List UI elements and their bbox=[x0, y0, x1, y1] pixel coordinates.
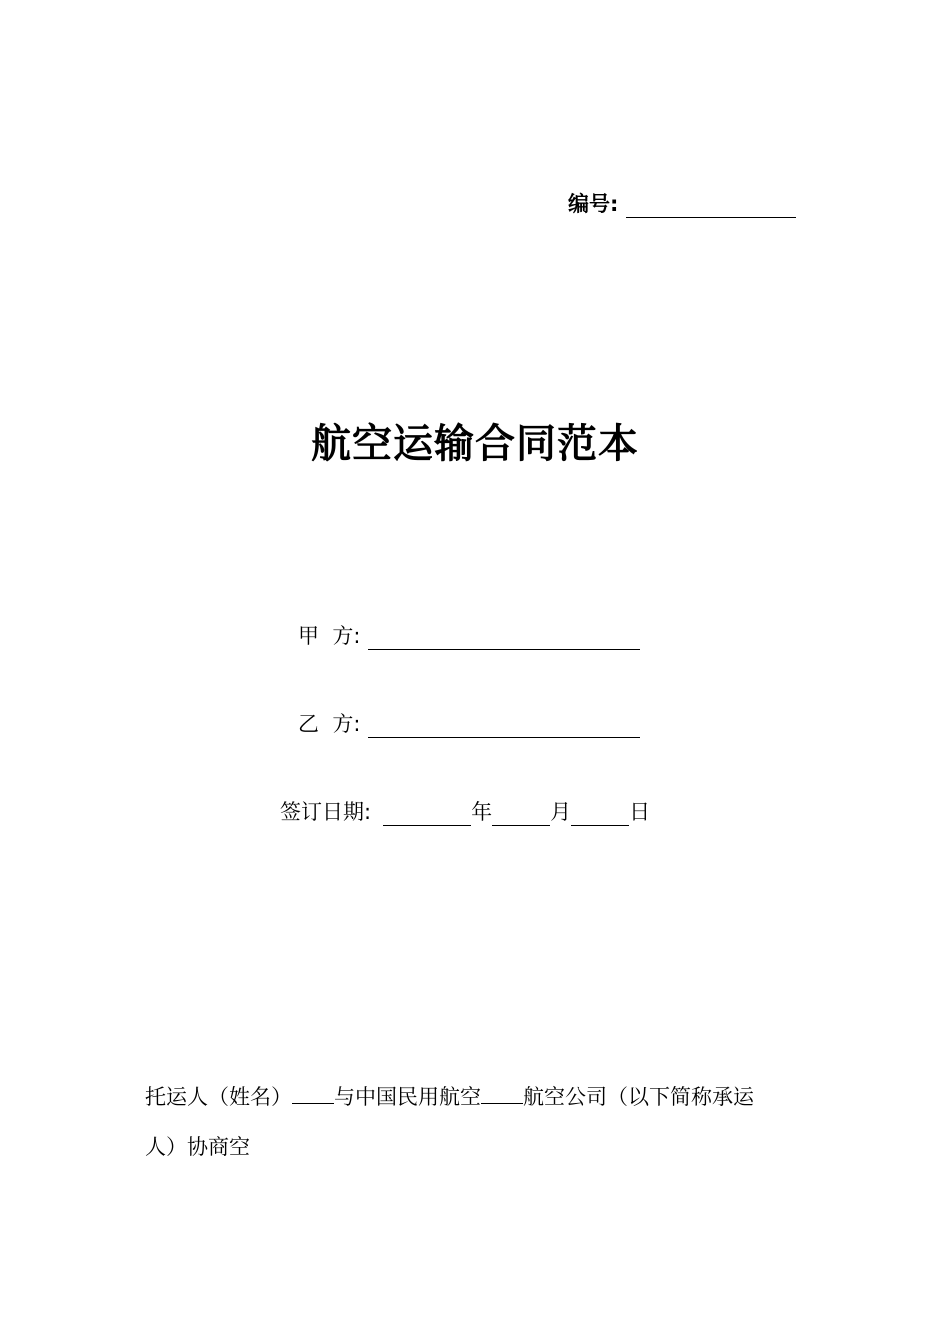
contract-number-blank bbox=[626, 197, 796, 218]
body-segment-carrier: 人）协商空 bbox=[145, 1135, 250, 1159]
party-a-blank bbox=[368, 629, 640, 650]
shipper-name-blank bbox=[292, 1085, 334, 1104]
day-label: 日 bbox=[629, 800, 651, 824]
month-label: 月 bbox=[550, 800, 572, 824]
signing-date-label: 签订日期: bbox=[280, 800, 372, 824]
document-title: 航空运输合同范本 bbox=[311, 421, 639, 467]
day-blank bbox=[571, 805, 629, 826]
year-label: 年 bbox=[471, 800, 493, 824]
party-b-label: 乙 方: bbox=[298, 712, 361, 736]
body-segment-airline: 航空公司（以下简称承运 bbox=[523, 1085, 754, 1109]
party-b-row bbox=[298, 708, 640, 738]
body-segment-civil-aviation: 与中国民用航空 bbox=[334, 1085, 481, 1109]
year-blank bbox=[383, 805, 471, 826]
party-a-label: 甲 方: bbox=[298, 624, 361, 648]
body-segment-shipper: 托运人（姓名） bbox=[145, 1085, 292, 1109]
party-a-row bbox=[298, 620, 640, 650]
contract-number-label: 编号: bbox=[568, 192, 619, 216]
month-blank bbox=[492, 805, 550, 826]
airline-name-blank bbox=[481, 1085, 523, 1104]
signing-date-row bbox=[280, 796, 650, 826]
contract-body-paragraph bbox=[145, 1072, 810, 1172]
contract-number-row bbox=[568, 188, 796, 218]
party-b-blank bbox=[368, 717, 640, 738]
